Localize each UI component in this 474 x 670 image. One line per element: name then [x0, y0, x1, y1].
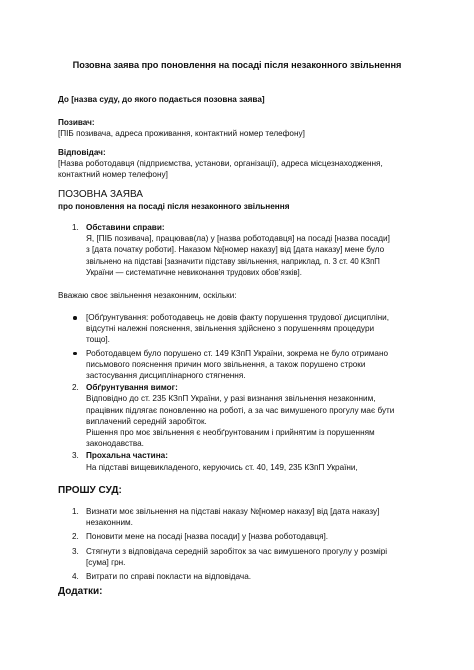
list-item-number: 4. [72, 572, 79, 582]
plaintiff-label: Позивач: [58, 118, 95, 127]
court-line: До [назва суду, до якого подається позовна заява] [58, 95, 265, 104]
list-item-number: 2. [72, 532, 79, 542]
list-item-line: [сума] грн. [86, 557, 126, 567]
defendant-details-line: контактний номер телефону] [58, 170, 168, 180]
plaintiff-details: [ПІБ позивача, адреса проживання, контактний номер телефону] [58, 129, 305, 139]
list-item-line: відсутні належні пояснення, звільнення здійснено з порушенням процедури [86, 324, 375, 334]
claim-header [58, 188, 418, 212]
section-label: Обґрунтування вимог: [86, 383, 178, 393]
list-item-line: застосування дисциплінарного стягнення. [86, 371, 246, 381]
consider-text: Вважаю своє звільнення незаконним, оскільки: [58, 291, 237, 300]
list-item [58, 546, 418, 568]
section-text-line: з [дата початку роботи]. Наказом №[номер наказу] від [дата наказу] мене було [86, 245, 385, 255]
section-number: 2. [72, 383, 79, 393]
list-item-line: незаконним. [86, 518, 133, 528]
list-item-line: Поновити мене на посаді [назва посади] у [назва роботодавця]. [86, 532, 329, 542]
list-item-line: Витрати по справі покласти на відповідача. [86, 572, 252, 582]
section-number: 1. [72, 223, 79, 232]
section-3 [58, 450, 418, 472]
plaintiff-block [58, 117, 418, 139]
list-item [58, 348, 418, 382]
section-1 [58, 222, 418, 278]
list-item-line: [Обґрунтування: роботодавець не довів факту порушення трудової дисципліни, [86, 313, 390, 322]
bullet-icon [73, 316, 77, 320]
reasons-list [58, 312, 418, 473]
section-2 [58, 382, 418, 449]
section-label: Прохальна частина: [86, 451, 168, 461]
list-item [58, 506, 418, 528]
section-text-line: Рішення про моє звільнення є необґрунтованим і прийнятим із порушенням [86, 428, 375, 438]
section-text-line: Я, [ПІБ позивача], працював(ла) у [назва роботодавця] на посаді [назва посади] [86, 234, 390, 244]
claim-heading: ПОЗОВНА ЗАЯВА [58, 189, 143, 200]
defendant-block [58, 147, 418, 181]
defendant-label: Відповідач: [58, 148, 106, 157]
list-item [58, 571, 418, 582]
list-item-line: тощо]. [86, 335, 110, 345]
list-item [58, 312, 418, 346]
attachments-heading: Додатки: [58, 586, 103, 597]
section-label: Обставини справи: [86, 223, 165, 232]
list-item-number: 3. [72, 546, 79, 556]
list-item-line: Роботодавцем було порушено ст. 149 КЗпП України, зокрема не було отримано [86, 348, 389, 358]
request-list [58, 506, 418, 582]
section-number: 3. [72, 451, 79, 461]
claim-subheading: про поновлення на посаді після незаконного звільнення [58, 202, 290, 211]
section-text-line: законодавства. [86, 439, 144, 449]
section-text-line: На підставі вищевикладеного, керуючись ст. 40, 149, 235 КЗпП України, [86, 462, 358, 472]
list-item [58, 531, 418, 542]
list-item-line: письмового пояснення причин мого звільнення, а також порушено строки [86, 359, 366, 369]
request-heading: ПРОШУ СУД: [58, 485, 122, 496]
list-item-number: 1. [72, 507, 79, 516]
list-item-line: Визнати моє звільнення на підставі наказу №[номер наказу] від [дата наказу] [86, 507, 380, 516]
section-text-line: Відповідно до ст. 235 КЗпП України, у разі визнання звільнення незаконним, [86, 394, 376, 404]
document-title: Позовна заява про поновлення на посаді після незаконного звільнення [72, 60, 402, 70]
section-text-line: працівник підлягає поновленню на роботі, а за час вимушеного прогулу має бути [86, 405, 395, 415]
section-text-line: звільнено на підставі [зазначити підставу звільнення, наприклад, п. 3 ст. 40 КЗпП [86, 256, 380, 266]
defendant-details-line: [Назва роботодавця (підприємства, установи, організації), адреса місцезнаходження, [58, 159, 383, 169]
bullet-icon [73, 352, 77, 356]
list-item-line: Стягнути з відповідача середній заробіток за час вимушеного прогулу у розмірі [86, 546, 388, 556]
section-text-line: України — систематичне невиконання трудових обов’язків]. [86, 267, 302, 277]
section-text-line: виплачений середній заробіток. [86, 416, 207, 426]
